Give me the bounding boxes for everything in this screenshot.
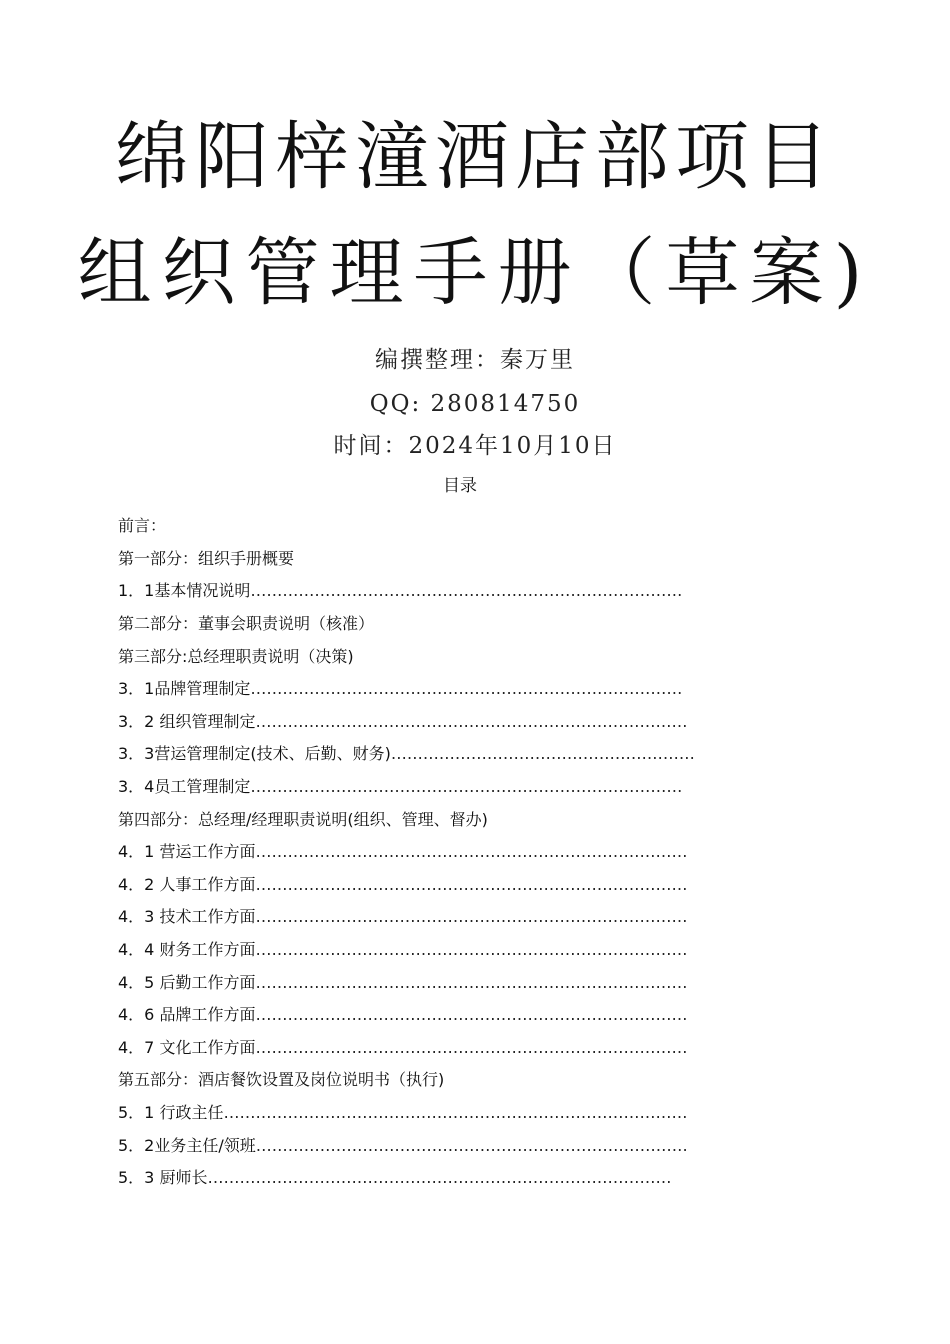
toc-leader-dots: ……………………………………………………………………… bbox=[255, 1137, 688, 1154]
toc-leader-dots: ……………………………………………………………………… bbox=[255, 876, 688, 893]
toc-entry-label: 4．4 财务工作方面 bbox=[118, 940, 256, 960]
toc-entry[interactable] bbox=[118, 1064, 818, 1097]
toc-entry-label: 第五部分：酒店餐饮设置及岗位说明书（执行) bbox=[118, 1070, 445, 1090]
date-line: 时间：2024年10月10日 bbox=[333, 433, 617, 459]
toc-entry-label: 4．1 营运工作方面 bbox=[118, 842, 256, 862]
toc-leader-dots: ……………………………………………………………………… bbox=[255, 713, 688, 730]
toc-entry[interactable] bbox=[118, 1032, 818, 1065]
toc-leader-dots: ……………………………………………………………………… bbox=[250, 681, 683, 698]
toc-entry[interactable] bbox=[118, 706, 818, 739]
toc-leader-dots: ……………………………………………………………………… bbox=[250, 583, 683, 600]
toc-entry-label: 第一部分：组织手册概要 bbox=[118, 548, 295, 568]
toc-entry[interactable] bbox=[118, 1129, 818, 1162]
toc-entry[interactable] bbox=[118, 934, 818, 967]
toc-entry-label: 3．3营运管理制定(技术、后勤、财务) bbox=[118, 744, 391, 764]
toc-entry[interactable] bbox=[118, 673, 818, 706]
toc-leader-dots: ……………………………………………………………………… bbox=[255, 1007, 688, 1024]
toc-entry[interactable] bbox=[118, 543, 818, 576]
toc-entry[interactable] bbox=[118, 640, 818, 673]
toc-entry-label: 3．1品牌管理制定 bbox=[118, 679, 251, 699]
toc-leader-dots: ……………………………………………………………………… bbox=[255, 942, 688, 959]
toc-entry-label: 5．2业务主任/领班 bbox=[118, 1135, 256, 1155]
toc-entry[interactable] bbox=[118, 608, 818, 641]
toc-entry[interactable] bbox=[118, 836, 818, 869]
toc-entry-label: 5．3 厨师长 bbox=[118, 1168, 208, 1188]
toc-entry-label: 第二部分：董事会职责说明（核准） bbox=[118, 614, 375, 634]
toc-entry[interactable] bbox=[118, 575, 818, 608]
editor-line: 编撰整理：秦万里 bbox=[375, 347, 575, 373]
document-title-line-2: 组织管理手册（草案) bbox=[77, 230, 873, 316]
toc-entry-label: 第四部分：总经理/经理职责说明(组织、管理、督办) bbox=[118, 809, 488, 829]
toc-entry[interactable] bbox=[118, 803, 818, 836]
toc-entry-label: 4．7 文化工作方面 bbox=[118, 1037, 256, 1057]
toc-entry[interactable] bbox=[118, 999, 818, 1032]
toc-entry-label: 4．2 人事工作方面 bbox=[118, 874, 256, 894]
toc-entry[interactable] bbox=[118, 771, 818, 804]
toc-entry[interactable] bbox=[118, 869, 818, 902]
document-title-line-1: 绵阳梓潼酒店部项目 bbox=[115, 114, 835, 200]
toc-entry-label: 1．1基本情况说明 bbox=[118, 581, 251, 601]
toc-entry-label: 4．5 后勤工作方面 bbox=[118, 972, 256, 992]
toc-leader-dots: ……………………………………………………………………… bbox=[255, 844, 688, 861]
toc-leader-dots: …………………………………………………………………………… bbox=[223, 1104, 688, 1121]
table-of-contents bbox=[118, 510, 818, 1194]
toc-entry-label: 5．1 行政主任 bbox=[118, 1102, 224, 1122]
toc-leader-dots: ……………………………………………………………………… bbox=[255, 909, 688, 926]
toc-leader-dots: ……………………………………………………………………… bbox=[255, 1039, 688, 1056]
toc-heading: 目录 bbox=[443, 476, 477, 496]
toc-leader-dots: ……………………………………………………………………… bbox=[255, 974, 688, 991]
toc-entry-label: 3．4员工管理制定 bbox=[118, 777, 251, 797]
toc-leader-dots: ……………………………………………………………………… bbox=[250, 779, 683, 796]
qq-line: QQ: 280814750 bbox=[369, 391, 581, 417]
toc-entry-label: 3．2 组织管理制定 bbox=[118, 711, 256, 731]
toc-entry[interactable] bbox=[118, 738, 818, 771]
toc-entry[interactable] bbox=[118, 901, 818, 934]
toc-entry-label: 第三部分:总经理职责说明（决策) bbox=[118, 646, 354, 666]
toc-leader-dots: …………………………………………………………………………… bbox=[207, 1170, 672, 1187]
toc-entry[interactable] bbox=[118, 966, 818, 999]
toc-entry[interactable] bbox=[118, 1162, 818, 1195]
toc-entry-label: 4．6 品牌工作方面 bbox=[118, 1005, 256, 1025]
toc-entry-label: 前言： bbox=[118, 516, 167, 536]
toc-entry[interactable] bbox=[118, 1097, 818, 1130]
toc-entry[interactable] bbox=[118, 510, 818, 543]
toc-entry-label: 4．3 技术工作方面 bbox=[118, 907, 256, 927]
toc-leader-dots: ………………………………………………… bbox=[390, 746, 695, 763]
